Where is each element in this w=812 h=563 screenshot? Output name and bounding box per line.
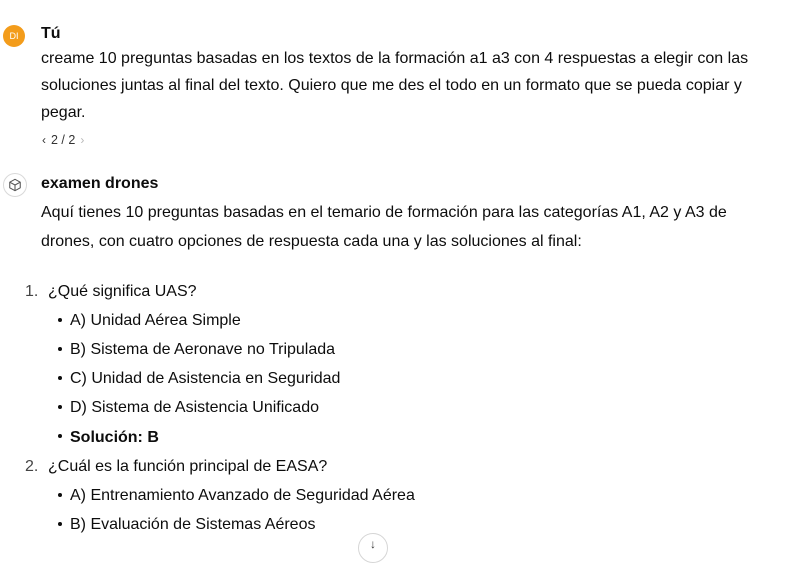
scroll-down-button[interactable] bbox=[358, 533, 388, 563]
cube-icon bbox=[8, 178, 22, 192]
assistant-author-name: examen drones bbox=[41, 175, 159, 192]
assistant-intro-line-1: Aquí tienes 10 preguntas basadas en el temario de formación para las categorías A1, A2 y A3 de bbox=[41, 204, 727, 221]
user-message-line-1: creame 10 preguntas basadas en los textos de la formación a1 a3 con 4 respuestas a elegir con las bbox=[41, 50, 749, 67]
arrow-down-icon: ↓ bbox=[370, 537, 376, 551]
list-bullet bbox=[58, 405, 62, 409]
user-avatar: DI bbox=[3, 25, 25, 47]
list-bullet bbox=[58, 522, 62, 526]
answer-option: A) Entrenamiento Avanzado de Seguridad Aérea bbox=[70, 487, 415, 504]
user-message-line-2: soluciones juntas al final del texto. Quiero que me des el todo en un formato que se pueda copiar y bbox=[41, 77, 742, 94]
list-bullet bbox=[58, 493, 62, 497]
response-pager bbox=[42, 131, 84, 149]
answer-option: B) Evaluación de Sistemas Aéreos bbox=[70, 516, 316, 533]
list-bullet bbox=[58, 347, 62, 351]
gpt-avatar-icon bbox=[3, 173, 27, 197]
user-author-name: Tú bbox=[41, 25, 61, 42]
list-bullet bbox=[58, 318, 62, 322]
answer-option: B) Sistema de Aeronave no Tripulada bbox=[70, 341, 336, 358]
question-number: 1. bbox=[25, 283, 39, 300]
answer-option: D) Sistema de Asistencia Unificado bbox=[70, 399, 319, 416]
answer-option: A) Unidad Aérea Simple bbox=[70, 312, 241, 329]
list-bullet bbox=[58, 434, 62, 438]
chevron-left-icon[interactable]: ‹ bbox=[42, 133, 46, 147]
user-message-line-3: pegar. bbox=[41, 104, 86, 121]
question-text: ¿Qué significa UAS? bbox=[48, 283, 197, 300]
question-text: ¿Cuál es la función principal de EASA? bbox=[48, 458, 328, 475]
chevron-right-icon[interactable]: › bbox=[80, 133, 85, 147]
question-number: 2. bbox=[25, 458, 39, 475]
answer-option: C) Unidad de Asistencia en Seguridad bbox=[70, 370, 341, 387]
pager-count: 2 / 2 bbox=[51, 133, 76, 147]
assistant-intro-line-2: drones, con cuatro opciones de respuesta cada una y las soluciones al final: bbox=[41, 233, 582, 250]
list-bullet bbox=[58, 376, 62, 380]
solution-label: Solución: B bbox=[70, 429, 159, 446]
